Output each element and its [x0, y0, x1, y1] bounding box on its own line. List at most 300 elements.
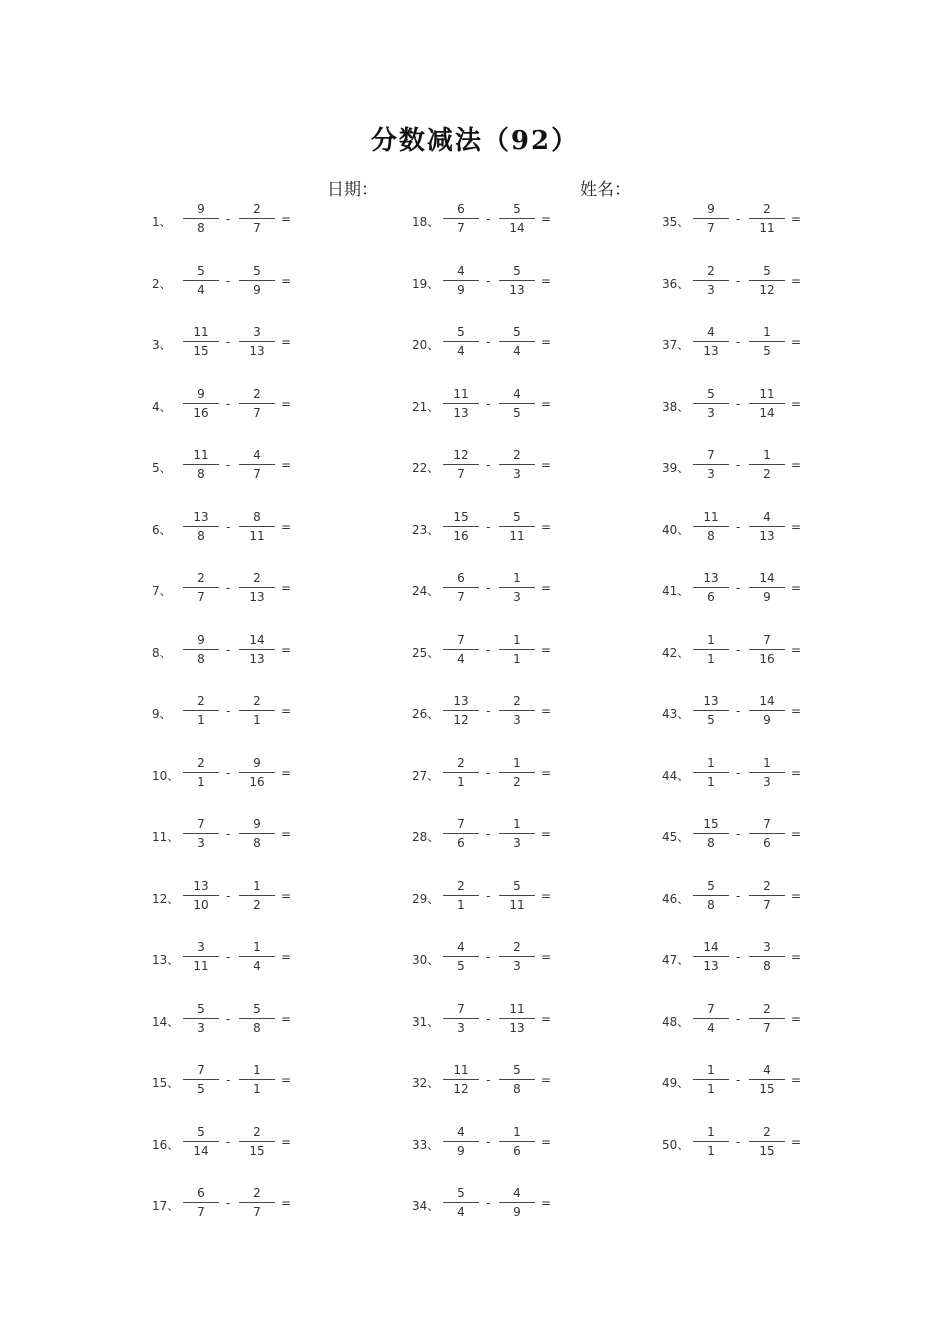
denominator: 16	[453, 528, 469, 543]
problem-number: 43、	[662, 707, 690, 721]
minus-sign: -	[486, 642, 491, 657]
fraction-bar	[499, 833, 535, 834]
fraction-subtrahend	[239, 386, 275, 422]
minus-sign: -	[736, 273, 741, 288]
denominator: 10	[193, 897, 209, 912]
denominator: 3	[457, 1020, 465, 1035]
numerator: 5	[197, 1124, 205, 1139]
problem-number: 17、	[152, 1199, 180, 1213]
problem-number: 31、	[412, 1014, 440, 1029]
numerator: 9	[253, 817, 261, 831]
minus-sign: -	[226, 950, 231, 964]
fraction-bar	[239, 1079, 275, 1080]
problem-number: 18、	[412, 215, 440, 229]
problem-item	[412, 509, 582, 549]
problem-number: 44、	[662, 768, 690, 783]
problem-number: 41、	[662, 584, 690, 598]
problem-number: 10、	[152, 768, 180, 783]
numerator: 2	[513, 940, 521, 954]
fraction-minuend	[443, 693, 479, 729]
minus-sign: -	[226, 765, 231, 780]
numerator: 13	[703, 571, 719, 585]
fraction-subtrahend	[499, 1062, 535, 1098]
numerator: 5	[513, 325, 521, 339]
equals-sign: =	[281, 396, 292, 411]
fraction-minuend	[693, 263, 729, 299]
equals-sign: =	[541, 519, 552, 534]
denominator: 1	[457, 774, 465, 789]
denominator: 2	[253, 897, 261, 912]
minus-sign: -	[736, 1073, 741, 1087]
fraction-subtrahend	[239, 201, 275, 237]
equals-sign: =	[281, 888, 292, 903]
fraction-minuend	[693, 386, 729, 422]
fraction-bar	[239, 587, 275, 588]
fraction-bar	[239, 526, 275, 527]
fraction-bar	[749, 341, 785, 342]
fraction-bar	[183, 341, 219, 342]
fraction-bar	[443, 833, 479, 834]
denominator: 1	[253, 1082, 261, 1096]
fraction-bar	[693, 1018, 729, 1019]
denominator: 7	[253, 1205, 261, 1219]
numerator: 5	[253, 263, 261, 278]
worksheet-title: 分数减法（92）	[370, 126, 580, 156]
fraction-minuend	[693, 201, 729, 237]
problem-number: 35、	[662, 215, 690, 229]
minus-sign: -	[486, 519, 491, 534]
fraction-bar	[749, 1141, 785, 1142]
numerator: 4	[457, 1124, 465, 1139]
numerator: 2	[513, 694, 521, 708]
numerator: 5	[513, 202, 521, 216]
denominator: 15	[193, 344, 209, 358]
numerator: 15	[453, 509, 469, 524]
numerator: 2	[253, 694, 261, 708]
fraction-minuend	[443, 509, 479, 545]
fraction-bar	[239, 403, 275, 404]
fraction-bar	[693, 833, 729, 834]
problem-number: 48、	[662, 1014, 690, 1029]
minus-sign: -	[226, 273, 231, 288]
equals-sign: =	[791, 888, 802, 903]
fraction-minuend	[183, 324, 219, 360]
minus-sign: -	[736, 704, 741, 718]
denominator: 3	[763, 774, 771, 789]
minus-sign: -	[226, 827, 231, 841]
equals-sign: =	[541, 212, 552, 226]
minus-sign: -	[226, 1196, 231, 1210]
fraction-bar	[499, 649, 535, 650]
problem-item	[662, 816, 832, 856]
equals-sign: =	[791, 642, 802, 657]
fraction-bar	[183, 1018, 219, 1019]
fraction-minuend	[443, 1001, 479, 1037]
fraction-bar	[183, 587, 219, 588]
fraction-bar	[749, 403, 785, 404]
numerator: 4	[457, 263, 465, 278]
denominator: 5	[197, 1082, 205, 1096]
fraction-bar	[749, 956, 785, 957]
problem-number: 39、	[662, 461, 690, 475]
equals-sign: =	[541, 765, 552, 780]
equals-sign: =	[541, 827, 552, 841]
fraction-bar	[693, 464, 729, 465]
denominator: 3	[197, 836, 205, 850]
fraction-bar	[183, 895, 219, 896]
numerator: 1	[253, 940, 261, 954]
fraction-minuend	[693, 939, 729, 975]
equals-sign: =	[541, 581, 552, 595]
numerator: 7	[197, 1063, 205, 1077]
numerator: 1	[707, 1124, 715, 1139]
equals-sign: =	[791, 519, 802, 534]
denominator: 12	[453, 1082, 469, 1096]
fraction-bar	[443, 1018, 479, 1019]
problem-number: 24、	[412, 584, 440, 598]
problem-number: 29、	[412, 891, 440, 906]
denominator: 16	[193, 405, 209, 420]
minus-sign: -	[736, 642, 741, 657]
numerator: 11	[193, 448, 209, 462]
fraction-bar	[183, 280, 219, 281]
denominator: 4	[457, 651, 465, 666]
denominator: 11	[759, 221, 775, 235]
problem-number: 16、	[152, 1137, 180, 1152]
fraction-bar	[693, 403, 729, 404]
denominator: 4	[253, 959, 261, 973]
fraction-minuend	[183, 939, 219, 975]
problem-item	[152, 632, 322, 672]
denominator: 13	[703, 344, 719, 358]
numerator: 5	[513, 1063, 521, 1077]
fraction-bar	[443, 341, 479, 342]
numerator: 2	[253, 202, 261, 216]
numerator: 11	[193, 325, 209, 339]
numerator: 2	[253, 386, 261, 401]
problem-item	[152, 878, 322, 918]
numerator: 7	[763, 817, 771, 831]
fraction-bar	[443, 526, 479, 527]
fraction-minuend	[443, 1185, 479, 1221]
numerator: 2	[763, 202, 771, 216]
problem-item	[152, 570, 322, 610]
minus-sign: -	[226, 1011, 231, 1026]
problem-item	[152, 816, 322, 856]
equals-sign: =	[541, 950, 552, 964]
numerator: 5	[763, 263, 771, 278]
fraction-bar	[239, 1202, 275, 1203]
denominator: 4	[513, 344, 521, 358]
fraction-bar	[749, 526, 785, 527]
equals-sign: =	[791, 1073, 802, 1087]
fraction-subtrahend	[749, 509, 785, 545]
fraction-subtrahend	[239, 755, 275, 791]
fraction-minuend	[693, 693, 729, 729]
fraction-minuend	[443, 447, 479, 483]
problem-item	[662, 693, 832, 733]
equals-sign: =	[281, 273, 292, 288]
denominator: 1	[253, 713, 261, 727]
fraction-bar	[499, 1141, 535, 1142]
problem-number: 8、	[152, 645, 172, 660]
denominator: 7	[253, 467, 261, 481]
equals-sign: =	[791, 212, 802, 226]
equals-sign: =	[281, 765, 292, 780]
denominator: 9	[457, 1143, 465, 1158]
denominator: 15	[249, 1143, 265, 1158]
fraction-subtrahend	[749, 939, 785, 975]
fraction-bar	[239, 341, 275, 342]
problem-item	[152, 263, 322, 303]
denominator: 1	[707, 774, 715, 789]
fraction-minuend	[693, 447, 729, 483]
fraction-minuend	[693, 878, 729, 914]
fraction-bar	[693, 526, 729, 527]
equals-sign: =	[791, 335, 802, 349]
fraction-subtrahend	[749, 632, 785, 668]
fraction-bar	[443, 772, 479, 773]
fraction-subtrahend	[499, 263, 535, 299]
minus-sign: -	[486, 1134, 491, 1149]
problem-number: 5、	[152, 461, 172, 475]
numerator: 2	[457, 878, 465, 893]
minus-sign: -	[486, 212, 491, 226]
numerator: 1	[513, 1124, 521, 1139]
numerator: 4	[513, 386, 521, 401]
minus-sign: -	[226, 458, 231, 472]
fraction-minuend	[183, 201, 219, 237]
fraction-subtrahend	[239, 1062, 275, 1098]
minus-sign: -	[226, 212, 231, 226]
problem-item	[412, 263, 582, 303]
denominator: 3	[513, 713, 521, 727]
problem-item	[412, 570, 582, 610]
equals-sign: =	[541, 396, 552, 411]
numerator: 6	[457, 202, 465, 216]
fraction-bar	[443, 218, 479, 219]
minus-sign: -	[226, 642, 231, 657]
fraction-bar	[749, 218, 785, 219]
problem-number: 32、	[412, 1076, 440, 1090]
fraction-bar	[499, 1079, 535, 1080]
denominator: 3	[707, 405, 715, 420]
fraction-bar	[183, 710, 219, 711]
problem-item	[412, 1124, 582, 1164]
fraction-minuend	[183, 509, 219, 545]
denominator: 5	[513, 405, 521, 420]
minus-sign: -	[226, 888, 231, 903]
fraction-bar	[749, 587, 785, 588]
fraction-subtrahend	[239, 693, 275, 729]
problem-item	[662, 1062, 832, 1102]
numerator: 1	[253, 878, 261, 893]
minus-sign: -	[736, 950, 741, 964]
fraction-subtrahend	[499, 1124, 535, 1160]
fraction-minuend	[443, 1062, 479, 1098]
fraction-bar	[443, 895, 479, 896]
denominator: 7	[197, 590, 205, 604]
fraction-subtrahend	[749, 1062, 785, 1098]
fraction-bar	[693, 710, 729, 711]
numerator: 2	[513, 448, 521, 462]
fraction-minuend	[183, 570, 219, 606]
denominator: 7	[457, 221, 465, 235]
equals-sign: =	[281, 1134, 292, 1149]
denominator: 8	[197, 467, 205, 481]
denominator: 8	[197, 221, 205, 235]
fraction-subtrahend	[499, 386, 535, 422]
minus-sign: -	[736, 396, 741, 411]
equals-sign: =	[541, 458, 552, 472]
numerator: 3	[197, 940, 205, 954]
fraction-bar	[749, 772, 785, 773]
numerator: 9	[197, 202, 205, 216]
denominator: 13	[703, 959, 719, 973]
problem-item	[152, 1185, 322, 1225]
numerator: 5	[513, 878, 521, 893]
problem-item	[412, 447, 582, 487]
denominator: 13	[249, 651, 265, 666]
minus-sign: -	[226, 519, 231, 534]
problem-number: 38、	[662, 399, 690, 414]
fraction-bar	[499, 403, 535, 404]
problem-number: 20、	[412, 338, 440, 352]
fraction-minuend	[443, 324, 479, 360]
minus-sign: -	[226, 1134, 231, 1149]
fraction-minuend	[443, 386, 479, 422]
numerator: 7	[763, 632, 771, 647]
denominator: 1	[457, 897, 465, 912]
minus-sign: -	[486, 335, 491, 349]
problem-number: 15、	[152, 1076, 180, 1090]
equals-sign: =	[281, 1073, 292, 1087]
problem-number: 33、	[412, 1137, 440, 1152]
problem-number: 25、	[412, 645, 440, 660]
fraction-bar	[499, 1202, 535, 1203]
minus-sign: -	[736, 765, 741, 780]
fraction-subtrahend	[499, 816, 535, 852]
problem-item	[662, 1124, 832, 1164]
fraction-minuend	[443, 570, 479, 606]
problem-item	[412, 939, 582, 979]
fraction-bar	[499, 218, 535, 219]
problem-item	[412, 632, 582, 672]
numerator: 1	[513, 817, 521, 831]
fraction-subtrahend	[749, 1001, 785, 1037]
denominator: 11	[509, 897, 525, 912]
fraction-minuend	[693, 755, 729, 791]
problem-number: 46、	[662, 891, 690, 906]
fraction-bar	[499, 280, 535, 281]
denominator: 7	[197, 1205, 205, 1219]
equals-sign: =	[541, 1134, 552, 1149]
problem-item	[152, 693, 322, 733]
minus-sign: -	[486, 1011, 491, 1026]
denominator: 7	[707, 221, 715, 235]
fraction-subtrahend	[749, 755, 785, 791]
minus-sign: -	[486, 396, 491, 411]
minus-sign: -	[486, 1073, 491, 1087]
fraction-subtrahend	[499, 447, 535, 483]
equals-sign: =	[791, 827, 802, 841]
problem-item	[412, 816, 582, 856]
fraction-minuend	[443, 878, 479, 914]
denominator: 7	[253, 221, 261, 235]
fraction-bar	[499, 956, 535, 957]
fraction-minuend	[183, 1124, 219, 1160]
denominator: 3	[513, 836, 521, 850]
fraction-bar	[749, 1018, 785, 1019]
fraction-bar	[693, 587, 729, 588]
denominator: 9	[763, 713, 771, 727]
problem-number: 26、	[412, 707, 440, 721]
fraction-bar	[443, 280, 479, 281]
numerator: 2	[253, 1124, 261, 1139]
numerator: 4	[513, 1186, 521, 1200]
denominator: 1	[197, 713, 205, 727]
problem-number: 50、	[662, 1137, 690, 1152]
problem-item	[152, 509, 322, 549]
denominator: 13	[453, 405, 469, 420]
denominator: 8	[253, 836, 261, 850]
fraction-bar	[499, 587, 535, 588]
minus-sign: -	[736, 519, 741, 534]
fraction-bar	[443, 1079, 479, 1080]
denominator: 4	[457, 344, 465, 358]
numerator: 6	[457, 571, 465, 585]
fraction-minuend	[443, 263, 479, 299]
denominator: 14	[759, 405, 775, 420]
problem-number: 21、	[412, 399, 440, 414]
numerator: 11	[759, 386, 775, 401]
numerator: 5	[197, 1001, 205, 1016]
numerator: 9	[707, 202, 715, 216]
fraction-bar	[239, 895, 275, 896]
numerator: 7	[197, 817, 205, 831]
problem-item	[662, 632, 832, 672]
numerator: 1	[253, 1063, 261, 1077]
numerator: 9	[253, 755, 261, 770]
numerator: 12	[453, 448, 469, 462]
denominator: 9	[513, 1205, 521, 1219]
problem-number: 3、	[152, 338, 172, 352]
fraction-bar	[749, 710, 785, 711]
denominator: 11	[193, 959, 209, 973]
numerator: 14	[249, 632, 265, 647]
fraction-subtrahend	[749, 570, 785, 606]
denominator: 1	[707, 1143, 715, 1158]
fraction-subtrahend	[239, 1185, 275, 1221]
numerator: 15	[703, 817, 719, 831]
denominator: 1	[513, 651, 521, 666]
numerator: 5	[253, 1001, 261, 1016]
problem-number: 45、	[662, 830, 690, 844]
denominator: 8	[197, 528, 205, 543]
fraction-subtrahend	[499, 201, 535, 237]
minus-sign: -	[486, 273, 491, 288]
numerator: 11	[453, 386, 469, 401]
minus-sign: -	[736, 1011, 741, 1026]
fraction-bar	[443, 956, 479, 957]
numerator: 3	[253, 325, 261, 339]
problem-item	[412, 1185, 582, 1225]
fraction-minuend	[443, 1124, 479, 1160]
problem-number: 49、	[662, 1076, 690, 1090]
denominator: 3	[197, 1020, 205, 1035]
minus-sign: -	[736, 581, 741, 595]
problem-number: 28、	[412, 830, 440, 844]
